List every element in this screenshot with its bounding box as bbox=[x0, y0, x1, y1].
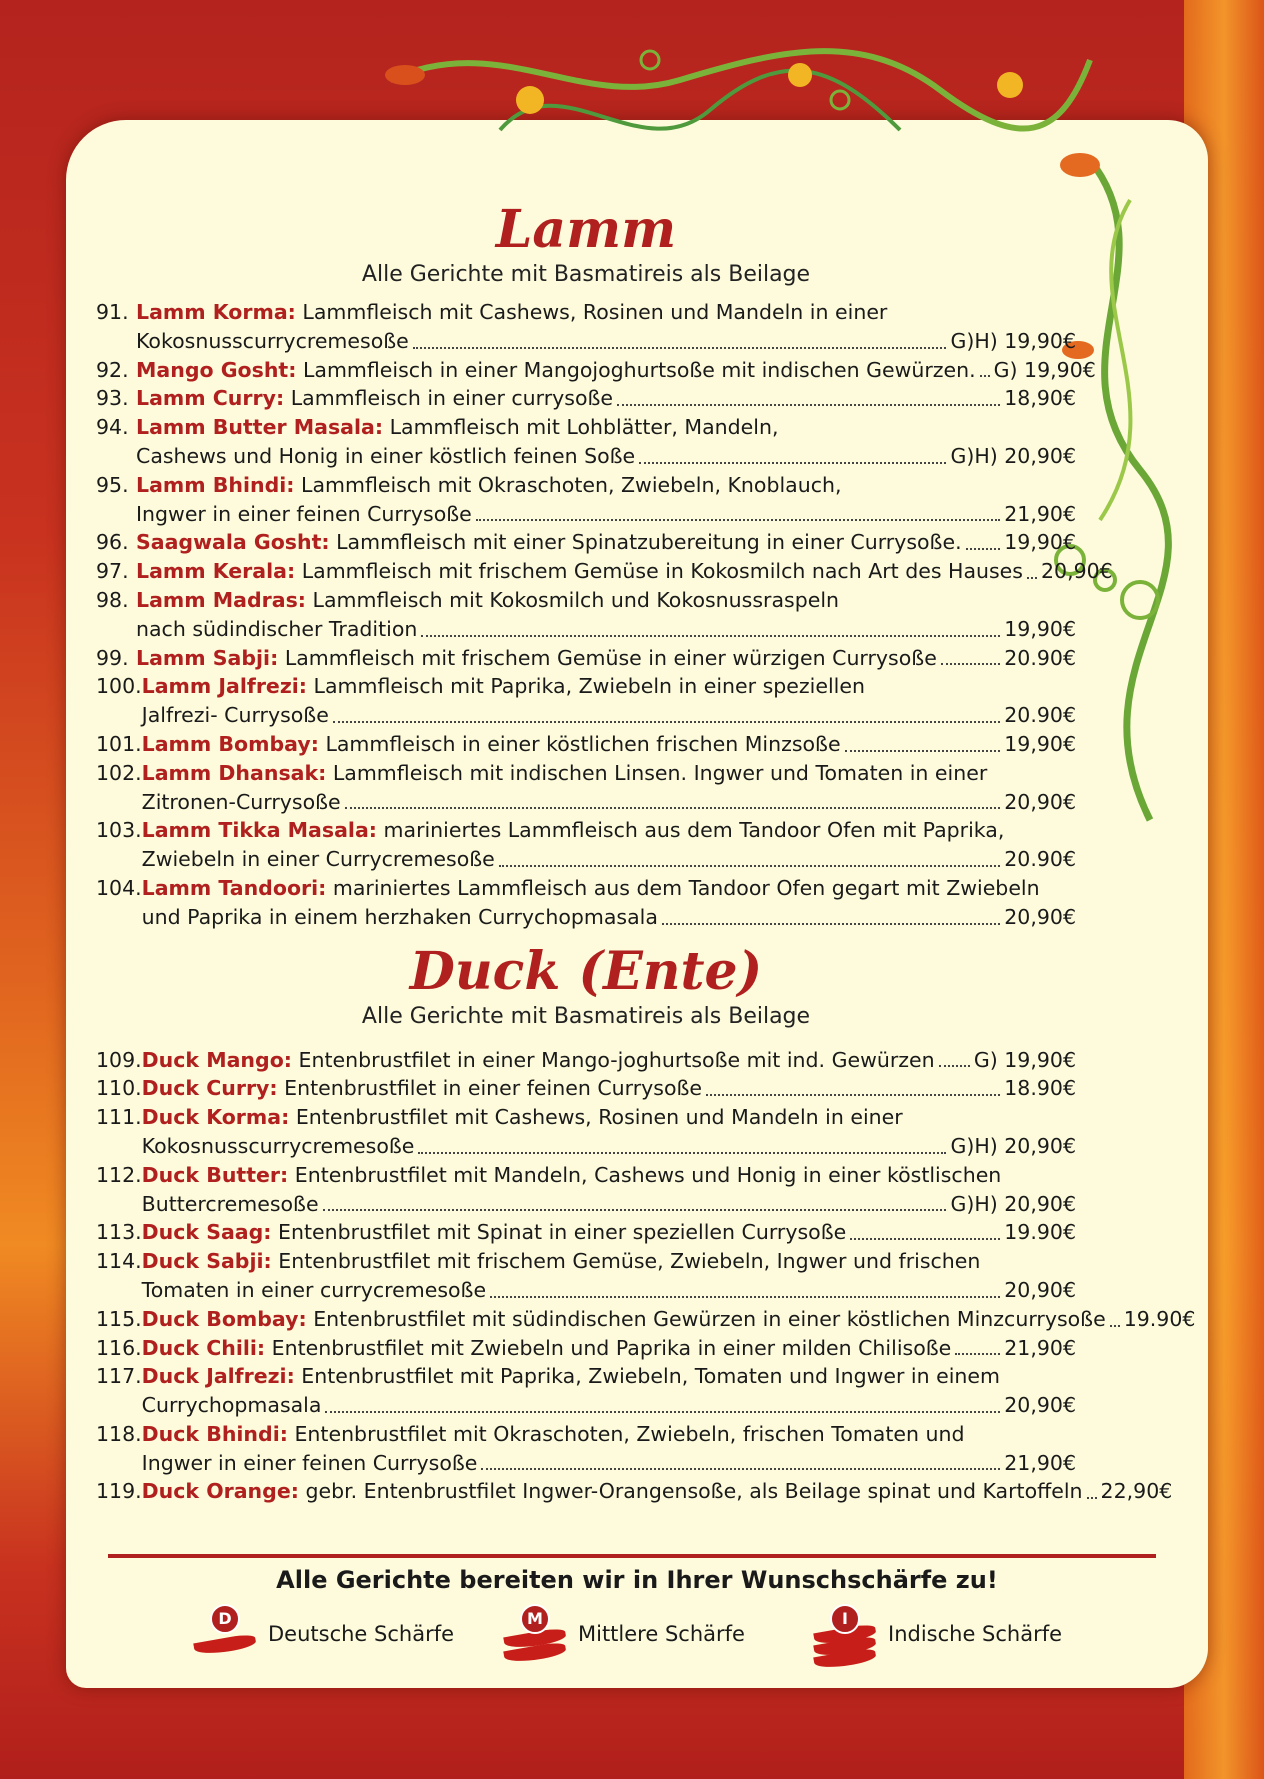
item-price: 19.90€ bbox=[1123, 1306, 1196, 1331]
dish-name: Lamm Tikka Masala: bbox=[141, 818, 377, 843]
item-number: 112. bbox=[96, 1162, 142, 1187]
item-price: 20.90€ bbox=[1004, 703, 1076, 728]
item-text-wrap bbox=[142, 1449, 478, 1478]
item-number: 91. bbox=[96, 300, 129, 324]
item-text-wrap bbox=[136, 442, 635, 471]
dish-name: Duck Curry: bbox=[141, 1076, 278, 1101]
item-number: 97. bbox=[96, 559, 129, 584]
dish-description: Lammfleisch mit Kokosmilch und Kokosnussraspeln bbox=[312, 587, 840, 612]
menu-item bbox=[96, 557, 1113, 586]
item-text-wrap bbox=[136, 615, 417, 644]
dish-description: Entenbrustfilet mit Cashews, Rosinen und Mandeln in einer bbox=[295, 1105, 903, 1130]
item-line bbox=[142, 1420, 1076, 1449]
item-line bbox=[136, 500, 1076, 529]
item-number: 92. bbox=[96, 357, 129, 382]
item-text-wrap bbox=[142, 1103, 903, 1132]
item-price: G)H) 20,90€ bbox=[950, 1133, 1076, 1158]
item-line bbox=[142, 1046, 1076, 1075]
dish-name: Lamm Curry: bbox=[136, 386, 285, 411]
item-text-wrap bbox=[136, 557, 1023, 586]
dish-name: Lamm Madras: bbox=[136, 587, 307, 612]
item-body bbox=[142, 730, 1076, 759]
item-line bbox=[142, 1305, 1196, 1334]
spice-badge: M bbox=[520, 1604, 550, 1634]
item-number: 102. bbox=[96, 760, 142, 785]
dish-name: Duck Mango: bbox=[141, 1047, 292, 1072]
menu-item bbox=[96, 816, 1076, 874]
item-line bbox=[142, 1132, 1076, 1161]
dot-leader bbox=[499, 845, 1000, 867]
item-text-wrap bbox=[142, 1477, 1083, 1506]
item-line bbox=[142, 1190, 1076, 1219]
item-number: 94. bbox=[96, 415, 129, 440]
item-line bbox=[142, 1161, 1076, 1190]
dot-leader bbox=[980, 356, 990, 378]
item-number: 99. bbox=[96, 645, 129, 670]
menu-item bbox=[96, 1103, 1076, 1161]
item-body bbox=[136, 557, 1113, 586]
item-text-wrap bbox=[142, 874, 1040, 903]
dot-leader bbox=[476, 500, 1001, 522]
dish-description: Zwiebeln in einer Currycremesoße bbox=[141, 847, 495, 872]
dish-description: Kokosnusscurrycremesoße bbox=[136, 328, 409, 353]
item-line bbox=[142, 1103, 1076, 1132]
dish-description: und Paprika in einem herzhaken Currychopmasala bbox=[141, 904, 658, 929]
footer-divider bbox=[108, 1554, 1156, 1558]
floral-ornament-top bbox=[380, 20, 1100, 190]
dish-description: Buttercremesoße bbox=[141, 1191, 319, 1216]
dish-description: Entenbrustfilet mit Mandeln, Cashews und Honig in einer köstlischen bbox=[294, 1162, 1002, 1187]
dish-description: mariniertes Lammfleisch aus dem Tandoor Ofen mit Paprika, bbox=[383, 818, 1005, 843]
dish-description: Lammfleisch mit frischem Gemüse in einer würzigen Currysoße bbox=[284, 645, 937, 670]
item-body bbox=[136, 644, 1076, 673]
item-body bbox=[142, 1477, 1173, 1506]
dish-name: Lamm Dhansak: bbox=[141, 760, 327, 785]
dish-name: Duck Saag: bbox=[141, 1220, 272, 1245]
legend-label: Deutsche Schärfe bbox=[268, 1622, 455, 1646]
item-body bbox=[142, 672, 1076, 730]
item-line bbox=[136, 298, 1076, 327]
item-number: 109. bbox=[96, 1047, 142, 1072]
item-body bbox=[142, 1334, 1076, 1363]
item-line bbox=[142, 1218, 1076, 1247]
item-text-wrap bbox=[136, 413, 779, 442]
item-text-wrap bbox=[142, 759, 988, 788]
item-number: 98. bbox=[96, 587, 129, 612]
item-text-wrap bbox=[142, 672, 865, 701]
dish-description: Lammfleisch mit Lohblätter, Mandeln, bbox=[389, 415, 779, 440]
item-text-wrap bbox=[142, 730, 841, 759]
dish-name: Lamm Butter Masala: bbox=[136, 415, 384, 440]
dot-leader bbox=[333, 701, 1000, 723]
menu-item bbox=[96, 586, 1076, 644]
item-text-wrap bbox=[142, 1334, 952, 1363]
dot-leader bbox=[345, 788, 1001, 810]
menu-item bbox=[96, 1074, 1076, 1103]
item-line bbox=[142, 730, 1076, 759]
menu-item bbox=[96, 672, 1076, 730]
menu-item bbox=[96, 1305, 1196, 1334]
item-line bbox=[136, 413, 1076, 442]
spice-level-heading: Alle Gerichte bereiten wir in Ihrer Wunschschärfe zu! bbox=[276, 1566, 998, 1594]
menu-item bbox=[96, 413, 1076, 471]
dish-description: Ingwer in einer feinen Currysoße bbox=[141, 1450, 478, 1475]
item-text-wrap bbox=[142, 1391, 322, 1420]
dish-description: Entenbrustfilet mit Zwiebeln und Paprika in einer milden Chilisoße bbox=[271, 1335, 952, 1360]
chili-pod bbox=[193, 1633, 256, 1658]
item-price: 21,90€ bbox=[1004, 1450, 1076, 1475]
item-price: G)H) 19,90€ bbox=[950, 328, 1076, 353]
item-price: 22,90€ bbox=[1100, 1479, 1173, 1504]
item-text-wrap bbox=[142, 1362, 1000, 1391]
item-number: 118. bbox=[96, 1421, 142, 1446]
dish-description: Cashews und Honig in einer köstlich feinen Soße bbox=[136, 443, 636, 468]
item-body bbox=[136, 298, 1076, 356]
item-price: G)H) 20,90€ bbox=[950, 443, 1076, 468]
item-line bbox=[142, 1247, 1076, 1276]
dish-description: Entenbrustfilet in einer feinen Currysoße bbox=[284, 1076, 703, 1101]
item-line bbox=[142, 1362, 1076, 1391]
item-body bbox=[142, 1362, 1076, 1420]
item-price: 20,90€ bbox=[1004, 904, 1076, 929]
dot-leader bbox=[481, 1449, 1000, 1471]
dish-name: Duck Bhindi: bbox=[141, 1421, 288, 1446]
item-body bbox=[142, 1074, 1076, 1103]
dot-leader bbox=[1027, 557, 1037, 579]
item-text-wrap bbox=[142, 701, 329, 730]
item-body bbox=[136, 413, 1076, 471]
item-line bbox=[142, 672, 1076, 701]
dish-description: Lammfleisch mit Paprika, Zwiebeln in einer speziellen bbox=[313, 674, 865, 699]
item-line bbox=[136, 644, 1076, 673]
item-line bbox=[136, 442, 1076, 471]
legend-label: Indische Schärfe bbox=[888, 1622, 1063, 1646]
menu-item bbox=[96, 298, 1076, 356]
menu-item bbox=[96, 1046, 1076, 1075]
lamm-item-list bbox=[96, 298, 1113, 932]
item-text-wrap bbox=[142, 845, 495, 874]
item-line bbox=[142, 1276, 1076, 1305]
dish-description: Currychopmasala bbox=[141, 1393, 322, 1418]
item-number: 110. bbox=[96, 1076, 142, 1101]
item-text-wrap bbox=[142, 1305, 1106, 1334]
dish-name: Lamm Korma: bbox=[136, 300, 296, 324]
item-number: 103. bbox=[96, 818, 142, 843]
item-price: G) 19,90€ bbox=[993, 357, 1096, 382]
menu-item bbox=[96, 1334, 1076, 1363]
item-price: 19,90€ bbox=[1004, 530, 1076, 555]
item-body bbox=[136, 471, 1076, 529]
dot-leader bbox=[639, 442, 946, 464]
dish-name: Duck Korma: bbox=[141, 1105, 290, 1130]
item-line bbox=[142, 816, 1076, 845]
dish-description: Entenbrustfilet mit Spinat in einer speziellen Currysoße bbox=[278, 1220, 847, 1245]
dot-leader bbox=[939, 1046, 970, 1068]
dot-leader bbox=[325, 1391, 1000, 1413]
item-line bbox=[142, 1074, 1076, 1103]
legend-mittlere bbox=[500, 1604, 745, 1664]
item-number: 115. bbox=[96, 1306, 142, 1331]
dot-leader bbox=[413, 327, 947, 349]
item-price: 20.90€ bbox=[1004, 847, 1076, 872]
dot-leader bbox=[850, 1218, 1000, 1240]
item-body bbox=[142, 816, 1076, 874]
menu-item bbox=[96, 1477, 1173, 1506]
item-price: G)H) 20,90€ bbox=[950, 1191, 1076, 1216]
dot-leader bbox=[617, 384, 1000, 406]
dish-name: Lamm Bombay: bbox=[141, 731, 319, 756]
item-text-wrap bbox=[136, 471, 842, 500]
dish-description: Lammfleisch mit frischem Gemüse in Kokosmilch nach Art des Hauses bbox=[301, 559, 1023, 584]
dish-name: Saagwala Gosht: bbox=[136, 530, 330, 555]
dot-leader bbox=[421, 615, 1000, 637]
dish-description: Zitronen-Currysoße bbox=[141, 789, 341, 814]
item-text-wrap bbox=[136, 356, 976, 385]
dish-description: Lammfleisch mit indischen Linsen. Ingwer und Tomaten in einer bbox=[332, 760, 988, 785]
item-line bbox=[136, 528, 1076, 557]
item-body bbox=[142, 874, 1076, 932]
item-body bbox=[142, 1305, 1196, 1334]
menu-item bbox=[96, 1247, 1076, 1305]
dish-description: nach südindischer Tradition bbox=[136, 616, 418, 641]
item-body bbox=[142, 1420, 1076, 1478]
duck-section-title: Duck (Ente) bbox=[409, 940, 763, 1002]
item-line bbox=[142, 845, 1076, 874]
menu-item bbox=[96, 1362, 1076, 1420]
menu-item bbox=[96, 1420, 1076, 1478]
item-price: G) 19,90€ bbox=[973, 1047, 1076, 1072]
item-line bbox=[142, 1391, 1076, 1420]
item-text-wrap bbox=[136, 528, 962, 557]
item-text-wrap bbox=[136, 500, 472, 529]
dot-leader bbox=[418, 1132, 946, 1154]
lamm-subtitle: Alle Gerichte mit Basmatireis als Beilage bbox=[361, 262, 811, 287]
item-body bbox=[142, 759, 1076, 817]
item-price: 21,90€ bbox=[1004, 1335, 1076, 1360]
item-text-wrap bbox=[136, 586, 839, 615]
dish-description: Lammfleisch mit Cashews, Rosinen und Mandeln in einer bbox=[302, 300, 888, 324]
item-text-wrap bbox=[142, 1161, 1002, 1190]
legend-deutsche bbox=[190, 1604, 454, 1664]
item-line bbox=[142, 788, 1076, 817]
item-line bbox=[142, 903, 1076, 932]
item-body bbox=[142, 1218, 1076, 1247]
duck-item-list bbox=[96, 1046, 1196, 1507]
dish-name: Lamm Sabji: bbox=[136, 645, 279, 670]
dot-leader bbox=[323, 1190, 947, 1212]
item-text-wrap bbox=[142, 1276, 486, 1305]
menu-item bbox=[96, 644, 1076, 673]
item-number: 114. bbox=[96, 1249, 142, 1274]
item-line bbox=[136, 356, 1096, 385]
item-text-wrap bbox=[136, 384, 613, 413]
item-line bbox=[142, 874, 1076, 903]
item-line bbox=[142, 701, 1076, 730]
dish-name: Lamm Tandoori: bbox=[141, 875, 327, 900]
dish-name: Lamm Kerala: bbox=[136, 559, 296, 584]
item-price: 20.90€ bbox=[1004, 645, 1076, 670]
dish-description: Lammfleisch mit Okraschoten, Zwiebeln, Knoblauch, bbox=[301, 472, 842, 497]
dot-leader bbox=[706, 1074, 1000, 1096]
spice-badge: D bbox=[210, 1604, 240, 1634]
legend-label: Mittlere Schärfe bbox=[578, 1622, 745, 1646]
menu-item bbox=[96, 384, 1076, 413]
item-text-wrap bbox=[142, 1247, 981, 1276]
item-number: 116. bbox=[96, 1335, 142, 1360]
menu-item bbox=[96, 471, 1076, 529]
item-text-wrap bbox=[142, 1218, 847, 1247]
dish-description: Entenbrustfilet mit Okraschoten, Zwiebeln, frischen Tomaten und bbox=[294, 1421, 965, 1446]
item-price: 21,90€ bbox=[1004, 501, 1076, 526]
item-line bbox=[136, 384, 1076, 413]
chili-icon bbox=[500, 1604, 572, 1664]
item-number: 101. bbox=[96, 731, 142, 756]
dish-description: mariniertes Lammfleisch aus dem Tandoor Ofen gegart mit Zwiebeln bbox=[332, 875, 1040, 900]
dish-description: Entenbrustfilet in einer Mango-joghurtsoße mit ind. Gewürzen bbox=[298, 1047, 935, 1072]
item-body bbox=[136, 384, 1076, 413]
item-text-wrap bbox=[142, 1132, 415, 1161]
item-number: 111. bbox=[96, 1105, 142, 1130]
dish-name: Duck Orange: bbox=[141, 1479, 299, 1504]
item-price: 19,90€ bbox=[1004, 616, 1076, 641]
item-text-wrap bbox=[136, 298, 887, 327]
menu-item bbox=[96, 528, 1076, 557]
item-price: 18.90€ bbox=[1004, 1076, 1076, 1101]
dot-leader bbox=[845, 730, 1001, 752]
dish-description: Kokosnusscurrycremesoße bbox=[141, 1133, 415, 1158]
dot-leader bbox=[955, 1334, 1000, 1356]
item-number: 95. bbox=[96, 472, 129, 497]
item-text-wrap bbox=[142, 903, 658, 932]
dot-leader bbox=[966, 528, 1001, 550]
item-line bbox=[136, 471, 1076, 500]
dish-description: Lammfleisch mit einer Spinatzubereitung in einer Currysoße. bbox=[336, 530, 962, 555]
item-body bbox=[136, 586, 1076, 644]
item-price: 19,90€ bbox=[1004, 731, 1076, 756]
item-body bbox=[142, 1103, 1076, 1161]
dish-description: Lammfleisch in einer Mangojoghurtsoße mit indischen Gewürzen. bbox=[302, 357, 976, 382]
dot-leader bbox=[1110, 1305, 1120, 1327]
dish-name: Duck Bombay: bbox=[141, 1306, 307, 1331]
dish-name: Duck Sabji: bbox=[141, 1249, 272, 1274]
item-text-wrap bbox=[142, 1420, 965, 1449]
item-price: 20,90€ bbox=[1004, 1277, 1076, 1302]
dish-description: Tomaten in einer currycremesoße bbox=[141, 1277, 487, 1302]
item-number: 113. bbox=[96, 1220, 142, 1245]
dish-description: Entenbrustfilet mit frischem Gemüse, Zwiebeln, Ingwer und frischen bbox=[278, 1249, 981, 1274]
dish-description: Lammfleisch in einer köstlichen frischen Minzsoße bbox=[325, 731, 841, 756]
menu-item bbox=[96, 356, 1096, 385]
dot-leader bbox=[490, 1276, 1000, 1298]
item-text-wrap bbox=[136, 644, 937, 673]
dish-name: Lamm Bhindi: bbox=[136, 472, 295, 497]
spice-badge: I bbox=[830, 1604, 860, 1634]
menu-item bbox=[96, 1161, 1076, 1219]
dish-name: Mango Gosht: bbox=[136, 357, 297, 382]
item-body bbox=[142, 1046, 1076, 1075]
dish-name: Lamm Jalfrezi: bbox=[141, 674, 307, 699]
item-text-wrap bbox=[142, 1046, 935, 1075]
dish-description: Entenbrustfilet mit Paprika, Zwiebeln, Tomaten und Ingwer in einem bbox=[301, 1364, 1000, 1389]
dish-description: gebr. Entenbrustfilet Ingwer-Orangensoße, als Beilage spinat und Kartoffeln bbox=[305, 1479, 1083, 1504]
item-number: 119. bbox=[96, 1479, 142, 1504]
duck-subtitle: Alle Gerichte mit Basmatireis als Beilage bbox=[361, 1003, 811, 1029]
dot-leader bbox=[941, 644, 1000, 666]
menu-content bbox=[96, 199, 1196, 1506]
item-text-wrap bbox=[142, 788, 341, 817]
item-line bbox=[142, 1449, 1076, 1478]
item-text-wrap bbox=[136, 327, 409, 356]
lamm-section-title: Lamm bbox=[495, 199, 677, 260]
dish-description: Jalfrezi- Currysoße bbox=[141, 703, 329, 728]
item-number: 117. bbox=[96, 1364, 142, 1389]
item-price: 20,90€ bbox=[1004, 1393, 1076, 1418]
chili-icon bbox=[190, 1604, 262, 1664]
item-line bbox=[136, 615, 1076, 644]
dish-name: Duck Chili: bbox=[141, 1335, 266, 1360]
dish-name: Duck Jalfrezi: bbox=[141, 1364, 295, 1389]
item-price: 20,90€ bbox=[1004, 789, 1076, 814]
item-text-wrap bbox=[142, 816, 1005, 845]
dot-leader bbox=[662, 903, 1000, 925]
item-body bbox=[142, 1247, 1076, 1305]
item-body bbox=[142, 1161, 1076, 1219]
item-body bbox=[136, 528, 1076, 557]
menu-item bbox=[96, 874, 1076, 932]
dish-description: Lammfleisch in einer currysoße bbox=[290, 386, 614, 411]
dish-description: Ingwer in einer feinen Currysoße bbox=[136, 501, 472, 526]
menu-item bbox=[96, 1218, 1076, 1247]
menu-item bbox=[96, 759, 1076, 817]
item-number: 104. bbox=[96, 875, 142, 900]
item-price: 19.90€ bbox=[1004, 1220, 1076, 1245]
item-text-wrap bbox=[142, 1074, 702, 1103]
item-line bbox=[136, 327, 1076, 356]
legend-indische bbox=[810, 1604, 1062, 1664]
item-line bbox=[142, 1334, 1076, 1363]
item-body bbox=[136, 356, 1096, 385]
dish-name: Duck Butter: bbox=[141, 1162, 289, 1187]
item-number: 93. bbox=[96, 386, 129, 411]
item-price: 18,90€ bbox=[1004, 386, 1076, 411]
item-number: 96. bbox=[96, 530, 129, 555]
dish-description: Entenbrustfilet mit südindischen Gewürzen in einer köstlichen Minzcurrysoße bbox=[313, 1306, 1106, 1331]
item-price: 20,90€ bbox=[1040, 559, 1113, 584]
item-text-wrap bbox=[142, 1190, 319, 1219]
item-line bbox=[142, 759, 1076, 788]
item-line bbox=[136, 557, 1113, 586]
item-line bbox=[136, 586, 1076, 615]
item-number: 100. bbox=[96, 674, 142, 699]
chili-icon bbox=[810, 1604, 882, 1664]
dot-leader bbox=[1087, 1477, 1097, 1499]
menu-item bbox=[96, 730, 1076, 759]
item-line bbox=[142, 1477, 1173, 1506]
